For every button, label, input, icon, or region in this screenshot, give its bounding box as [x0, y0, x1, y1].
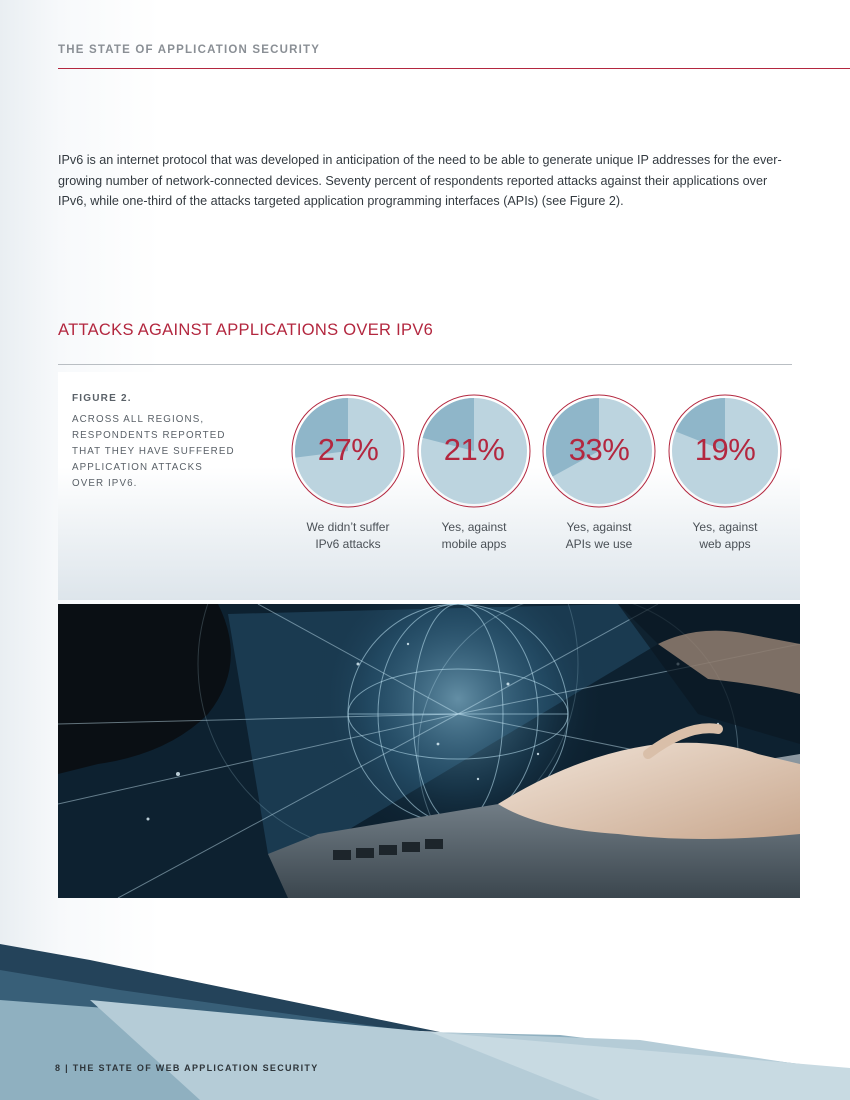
photo-illustration	[58, 604, 800, 898]
pie-label-3-line1: Yes, against	[566, 520, 632, 534]
pie-label-1-line2: IPv6 attacks	[315, 537, 381, 551]
page-number: 8	[55, 1063, 62, 1073]
page-header-title: THE STATE OF APPLICATION SECURITY	[58, 44, 321, 56]
footer-text	[55, 1063, 319, 1073]
pie-label-3	[539, 519, 659, 553]
pie-percent-1: 27%	[317, 432, 379, 467]
pie-label-4-line2: web apps	[699, 537, 751, 551]
intro-paragraph: IPv6 is an internet protocol that was developed in anticipation of the need to be able to generate unique IP addresses for the ever-growing number of network-connected devices. Seventy percent of respondents reported attacks against their applications over IPv6, while one-third of the attacks targeted application programming interfaces (APIs) (see Figure 2).	[58, 153, 782, 208]
pie-percent-3: 33%	[568, 432, 630, 467]
footer-title: | THE STATE OF WEB APPLICATION SECURITY	[65, 1063, 319, 1073]
figure-panel	[58, 372, 800, 600]
pie-label-1-line1: We didn’t suffer	[306, 520, 390, 534]
pie-label-3-line2: APIs we use	[565, 537, 633, 551]
pie-label-4-line1: Yes, against	[692, 520, 758, 534]
pie-label-2-line1: Yes, against	[441, 520, 507, 534]
section-rule	[58, 364, 792, 365]
pie-label-2-line2: mobile apps	[441, 537, 507, 551]
pie-charts	[58, 372, 800, 600]
pie-label-1	[288, 519, 408, 553]
pie-percent-2: 21%	[443, 432, 505, 467]
figure-label: FIGURE 2.	[72, 393, 132, 404]
header-rule	[58, 68, 850, 69]
laptop-globe-photo	[58, 604, 800, 898]
pie-label-4	[665, 519, 785, 553]
section-title: ATTACKS AGAINST APPLICATIONS OVER IPV6	[58, 321, 434, 339]
figure-caption: ACROSS ALL REGIONS, RESPONDENTS REPORTED THAT THEY HAVE SUFFERED APPLICATION ATTACKS OVER IPV6.	[72, 414, 235, 489]
pie-label-2	[414, 519, 534, 553]
pie-percent-4: 19%	[694, 432, 756, 467]
